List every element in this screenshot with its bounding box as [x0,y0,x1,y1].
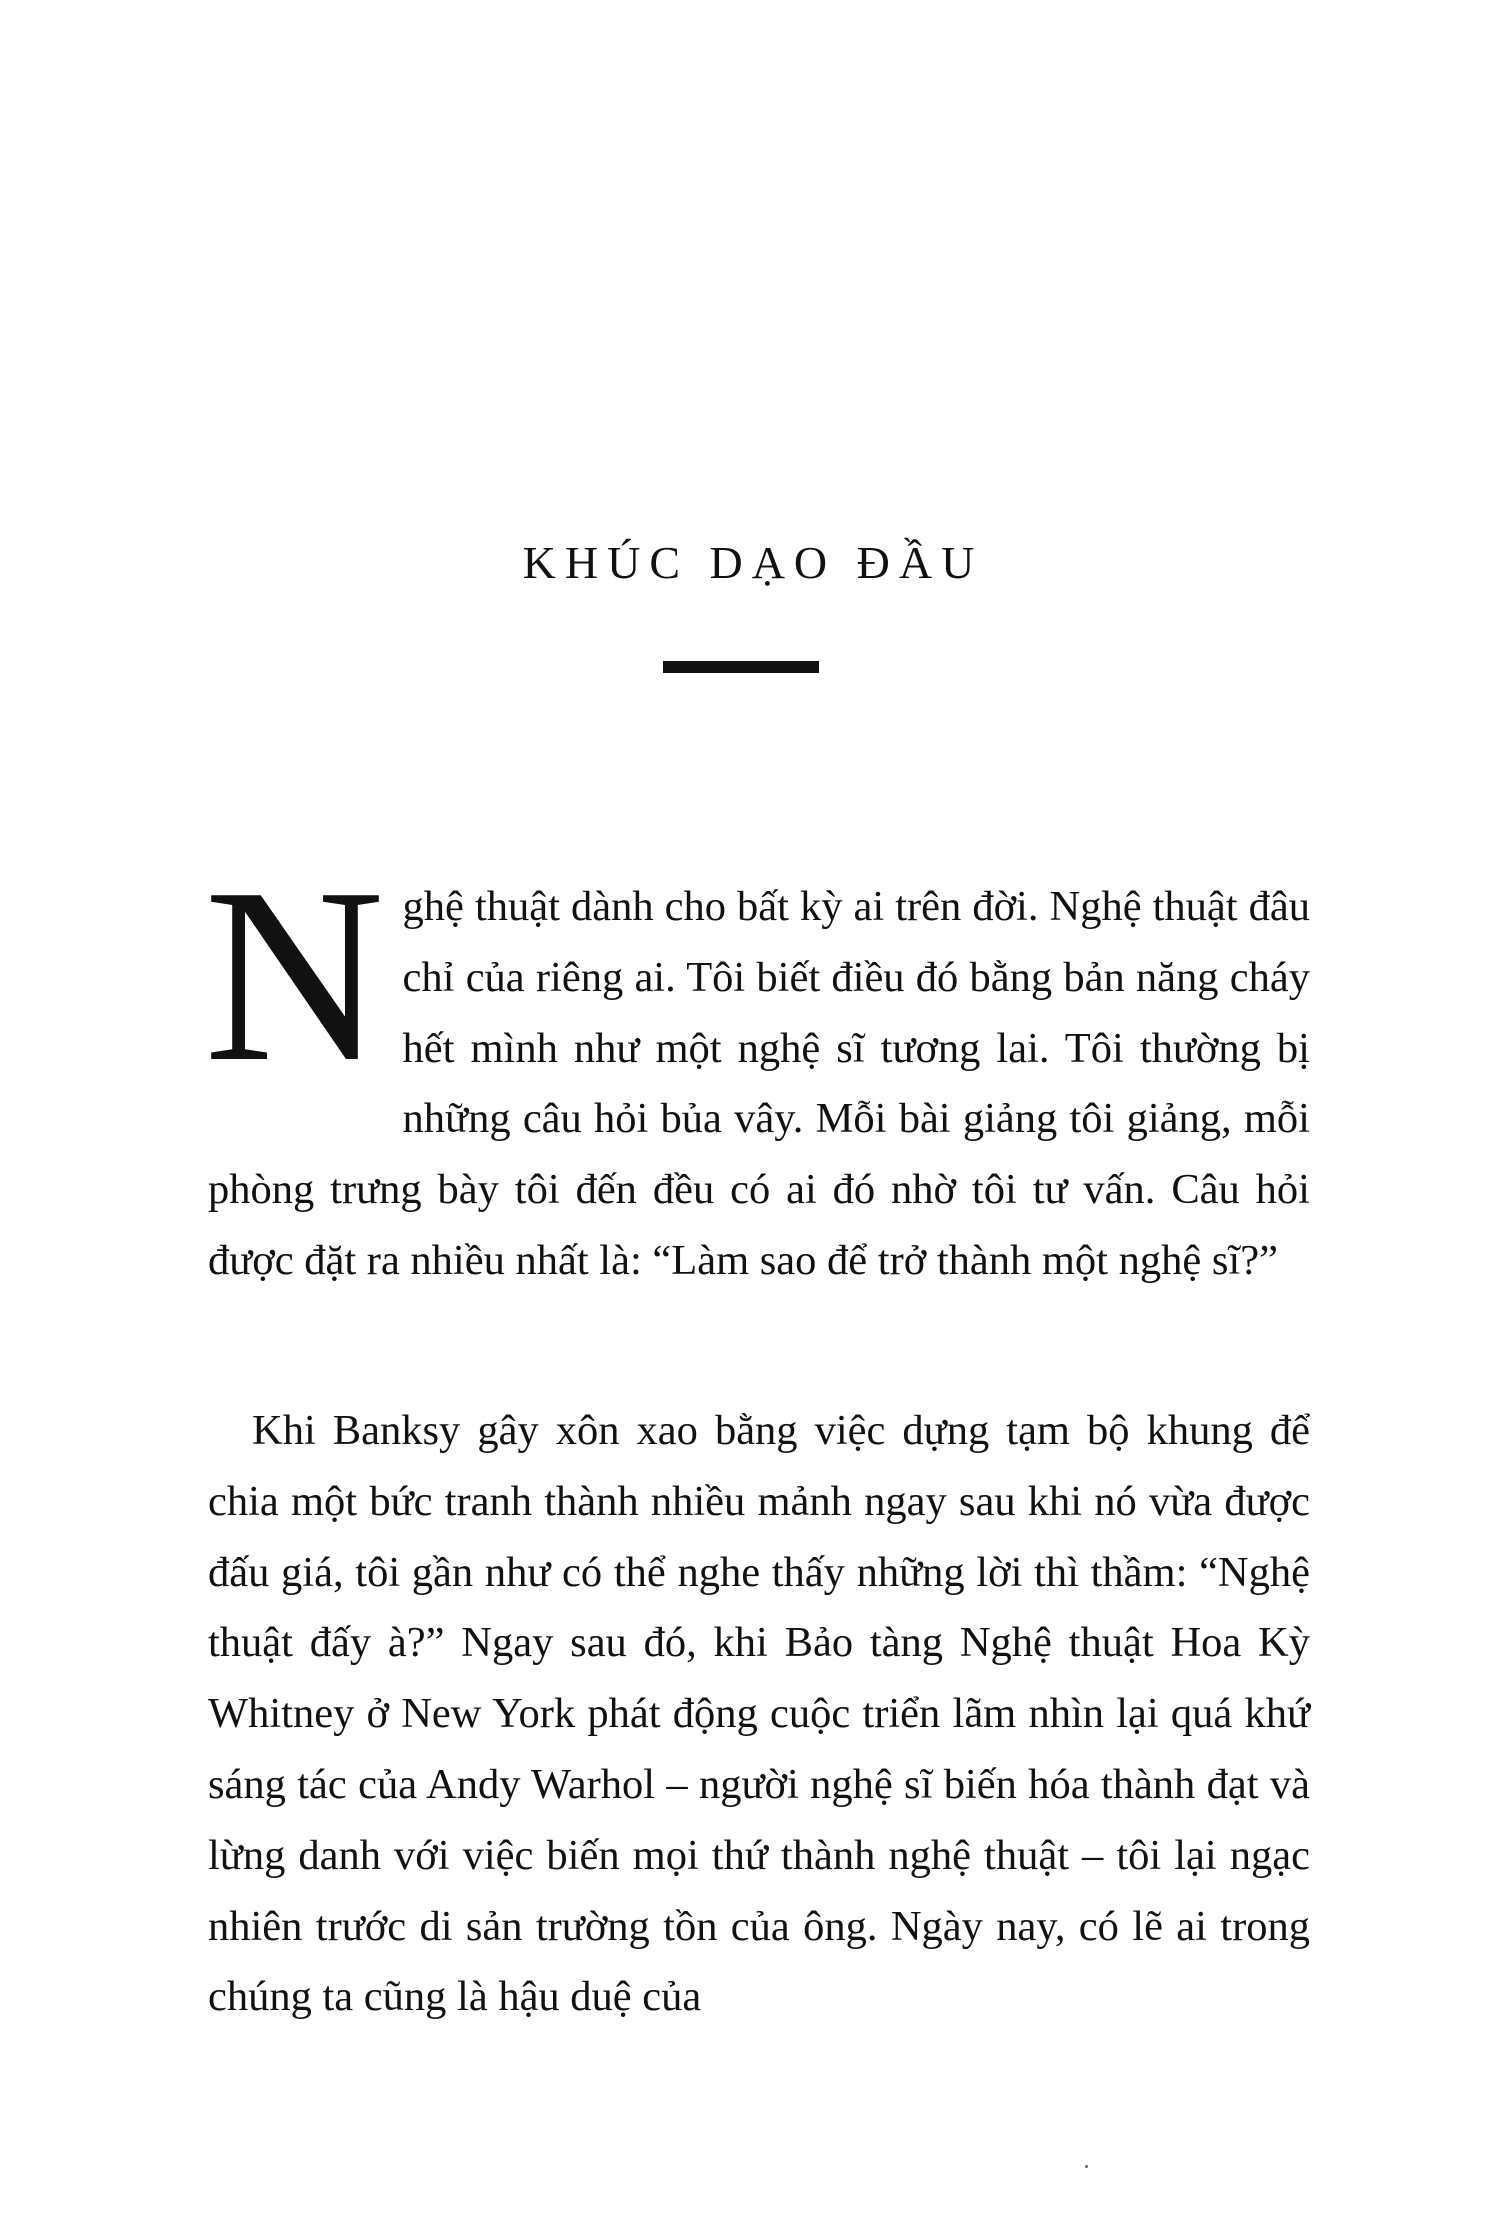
title-divider [663,661,819,673]
chapter-title: KHÚC DẠO ĐẦU [522,537,984,588]
scan-speck [1085,2165,1088,2168]
paragraph-intro-text: ghệ thuật dành cho bất kỳ ai trên đời. Nghệ thuật đâu chỉ của riêng ai. Tôi biết điều đó bằng bản năng cháy hết mình như một nghệ sĩ tương lai. Tôi thường bị những câu hỏi bủa vây. Mỗi bài giảng tôi giảng, mỗi phòng trưng bày tôi đến đều có ai đó nhờ tôi tư vấn. Câu hỏi được đặt ra nhiều nhất là: “Làm sao để trở thành một nghệ sĩ?” [208,883,1310,1284]
drop-cap: N [204,837,385,1114]
paragraph-intro [204,837,1310,1297]
paragraph-banksy: Khi Banksy gây xôn xao bằng việc dựng tạm bộ khung để chia một bức tranh thành nhiều mảnh ngay sau khi nó vừa được đấu giá, tôi gần như có thể nghe thấy những lời thì thầm: “Nghệ thuật đấy à?” Ngay sau đó, khi Bảo tàng Nghệ thuật Hoa Kỳ Whitney ở New York phát động cuộc triển lãm nhìn lại quá khứ sáng tác của Andy Warhol – người nghệ sĩ biến hóa thành đạt và lừng danh với việc biến mọi thứ thành nghệ thuật – tôi lại ngạc nhiên trước di sản trường tồn của ông. Ngày nay, có lẽ ai trong chúng ta cũng là hậu duệ của [208,1407,1310,2021]
